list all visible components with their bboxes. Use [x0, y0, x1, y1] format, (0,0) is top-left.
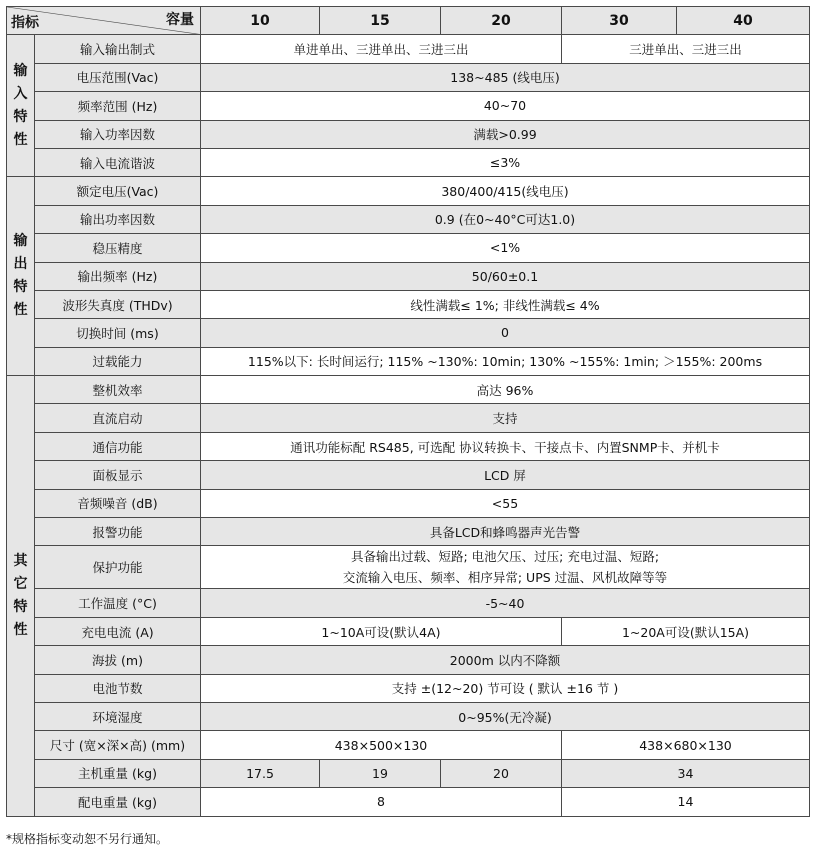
table-row	[7, 759, 810, 787]
row-value: 438×500×130	[201, 731, 562, 759]
group-char: 特	[13, 598, 28, 615]
row-label: 整机效率	[35, 376, 201, 404]
row-label: 频率范围 (Hz)	[35, 92, 201, 120]
group-char: 入	[13, 85, 28, 102]
table-row	[7, 461, 810, 489]
row-value: -5~40	[201, 589, 810, 617]
capacity-40: 40	[677, 7, 810, 35]
table-row	[7, 205, 810, 233]
row-value: 满载>0.99	[201, 120, 810, 148]
row-value: 438×680×130	[562, 731, 810, 759]
table-row	[7, 731, 810, 759]
group-char: 特	[13, 279, 28, 296]
row-label: 切换时间 (ms)	[35, 319, 201, 347]
row-value: 0~95%(无冷凝)	[201, 702, 810, 730]
header-row	[7, 7, 810, 35]
table-row	[7, 489, 810, 517]
table-row	[7, 290, 810, 318]
row-label: 过载能力	[35, 347, 201, 375]
table-row	[7, 148, 810, 176]
spec-table	[6, 6, 810, 817]
row-label: 通信功能	[35, 432, 201, 460]
header-corner	[7, 7, 201, 35]
row-value: 高达 96%	[201, 376, 810, 404]
group-char: 出	[13, 256, 28, 273]
capacity-10: 10	[201, 7, 320, 35]
group-char: 性	[13, 131, 28, 148]
row-label: 充电电流 (A)	[35, 617, 201, 645]
row-label: 工作温度 (°C)	[35, 589, 201, 617]
group-char: 输	[13, 233, 28, 250]
group-char: 特	[13, 108, 28, 125]
group-char: 性	[13, 621, 28, 638]
table-row	[7, 63, 810, 91]
table-row	[7, 234, 810, 262]
table-row	[7, 546, 810, 589]
row-value: 115%以下: 长时间运行; 115% ~130%: 10min; 130% ~155%: 1min; ＞155%: 200ms	[201, 347, 810, 375]
row-value: 支持	[201, 404, 810, 432]
row-label: 输入电流谐波	[35, 148, 201, 176]
capacity-30: 30	[562, 7, 677, 35]
protection-line-1: 具备输出过载、短路; 电池欠压、过压; 充电过温、短路;	[350, 549, 660, 565]
row-label: 直流启动	[35, 404, 201, 432]
group-char: 性	[13, 302, 28, 319]
table-row	[7, 404, 810, 432]
table-row	[7, 432, 810, 460]
row-value: 19	[320, 759, 441, 787]
row-label: 输出功率因数	[35, 205, 201, 233]
table-row	[7, 262, 810, 290]
group-char: 它	[13, 575, 28, 592]
row-value: 380/400/415(线电压)	[201, 177, 810, 205]
group-other	[7, 376, 35, 816]
table-row	[7, 674, 810, 702]
row-label: 海拔 (m)	[35, 646, 201, 674]
capacity-15: 15	[320, 7, 441, 35]
table-row	[7, 319, 810, 347]
row-value: 20	[441, 759, 562, 787]
row-value: 8	[201, 788, 562, 816]
row-label: 音频噪音 (dB)	[35, 489, 201, 517]
table-row	[7, 646, 810, 674]
row-label: 电压范围(Vac)	[35, 63, 201, 91]
row-label: 输入输出制式	[35, 35, 201, 63]
row-label: 面板显示	[35, 461, 201, 489]
table-row	[7, 177, 810, 205]
row-label: 输入功率因数	[35, 120, 201, 148]
row-label: 额定电压(Vac)	[35, 177, 201, 205]
row-value: 单进单出、三进单出、三进三出	[201, 35, 562, 63]
row-value: 1~10A可设(默认4A)	[201, 617, 562, 645]
group-input	[7, 35, 35, 177]
table-row	[7, 702, 810, 730]
group-char: 其	[13, 552, 28, 569]
row-label: 稳压精度	[35, 234, 201, 262]
row-value: 三进单出、三进三出	[562, 35, 810, 63]
row-label: 尺寸 (宽×深×高) (mm)	[35, 731, 201, 759]
table-row	[7, 589, 810, 617]
row-value: 支持 ±(12~20) 节可设 ( 默认 ±16 节 )	[201, 674, 810, 702]
row-value: <55	[201, 489, 810, 517]
row-label: 输出频率 (Hz)	[35, 262, 201, 290]
row-value: 17.5	[201, 759, 320, 787]
capacity-label: 容量	[166, 12, 194, 28]
table-row	[7, 120, 810, 148]
group-char: 输	[13, 62, 28, 79]
table-row	[7, 788, 810, 816]
row-value: 138~485 (线电压)	[201, 63, 810, 91]
table-row	[7, 347, 810, 375]
table-row	[7, 35, 810, 63]
table-row	[7, 518, 810, 546]
table-row	[7, 92, 810, 120]
row-value: 50/60±0.1	[201, 262, 810, 290]
row-label: 主机重量 (kg)	[35, 759, 201, 787]
row-label: 波形失真度 (THDv)	[35, 290, 201, 318]
row-value: 14	[562, 788, 810, 816]
row-label: 保护功能	[35, 546, 201, 589]
row-label: 电池节数	[35, 674, 201, 702]
group-output	[7, 177, 35, 376]
row-value: 具备LCD和蜂鸣器声光告警	[201, 518, 810, 546]
row-value: <1%	[201, 234, 810, 262]
table-row	[7, 376, 810, 404]
row-value	[201, 546, 810, 589]
row-label: 报警功能	[35, 518, 201, 546]
row-value: 40~70	[201, 92, 810, 120]
row-label: 环境湿度	[35, 702, 201, 730]
table-row	[7, 617, 810, 645]
row-value: 34	[562, 759, 810, 787]
row-value: 0.9 (在0~40°C可达1.0)	[201, 205, 810, 233]
row-label: 配电重量 (kg)	[35, 788, 201, 816]
row-value: 2000m 以内不降额	[201, 646, 810, 674]
footnote: *规格指标变动恕不另行通知。	[6, 832, 169, 846]
row-value: 1~20A可设(默认15A)	[562, 617, 810, 645]
capacity-20: 20	[441, 7, 562, 35]
protection-line-2: 交流输入电压、频率、相序异常; UPS 过温、风机故障等等	[342, 570, 668, 586]
row-value: 线性满载≤ 1%; 非线性满载≤ 4%	[201, 290, 810, 318]
row-value: LCD 屏	[201, 461, 810, 489]
indicator-label: 指标	[11, 15, 39, 32]
row-value: 通讯功能标配 RS485, 可选配 协议转换卡、干接点卡、内置SNMP卡、并机卡	[201, 432, 810, 460]
row-value: 0	[201, 319, 810, 347]
row-value: ≤3%	[201, 148, 810, 176]
